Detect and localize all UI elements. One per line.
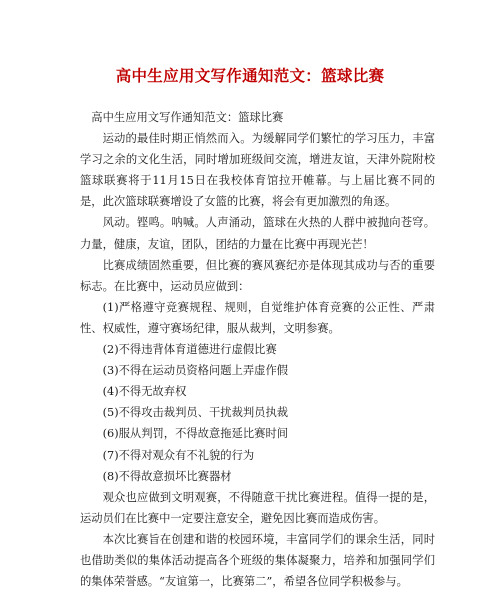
paragraph-atmosphere: 风动。铿鸣。呐喊。人声涌动，篮球在火热的人群中被抛向苍穹。力量，健康，友谊，团队，团结的力量在比赛中再现光芒！: [80, 216, 435, 251]
paragraph-audience: 观众也应做到文明观赛，不得随意干扰比赛进程。值得一提的是，运动员们在比赛中一定要注意安全，避免因比赛而造成伤害。: [80, 490, 435, 525]
rule-item-1: (1)严格遵守竞赛规程、规则，自觉维护体育竞赛的公正性、严肃性、权威性，遵守赛场纪律，服从裁判，文明参赛。: [80, 300, 435, 335]
paragraph-intro: 运动的最佳时期正悄然而入。为缓解同学们繁忙的学习压力，丰富学习之余的文化生活，同时增加班级间交流，增进友谊，天津外院附校篮球联赛将于11月15日在我校体育馆拉开帷幕。与上届比赛不同的是，此次篮球联赛增设了女篮的比赛，将会有更加激烈的角逐。: [80, 132, 435, 209]
rule-item-5: (5)不得攻击裁判员、干扰裁判员执裁: [102, 406, 289, 420]
rule-item-8: (8)不得故意损坏比赛器材: [102, 469, 232, 483]
paragraph-purpose: 本次比赛旨在创建和谐的校园环境，丰富同学们的课余生活，同时也借助类似的集体活动提高各个班级的集体凝聚力，培养和加强同学们的集体荣誉感。“友谊第一，比赛第二”，希望各位同学积极参与。: [80, 532, 435, 589]
rule-item-6: (6)服从判罚，不得故意拖延比赛时间: [102, 427, 289, 441]
rule-item-4: (4)不得无故弃权: [102, 385, 187, 399]
document-title: 高中生应用文写作通知范文：篮球比赛: [115, 66, 385, 85]
rule-item-2: (2)不得违背体育道德进行虚假比赛: [102, 343, 277, 357]
paragraph-subtitle: 高中生应用文写作通知范文：篮球比赛: [91, 111, 284, 124]
rule-item-3: (3)不得在运动员资格问题上弄虚作假: [102, 364, 289, 378]
document-body: [80, 107, 435, 592]
paragraph-rules-intro: 比赛成绩固然重要，但比赛的赛风赛纪亦是体现其成功与否的重要标志。在比赛中，运动员应做到：: [80, 258, 435, 293]
rule-item-7: (7)不得对观众有不礼貌的行为: [102, 448, 255, 462]
